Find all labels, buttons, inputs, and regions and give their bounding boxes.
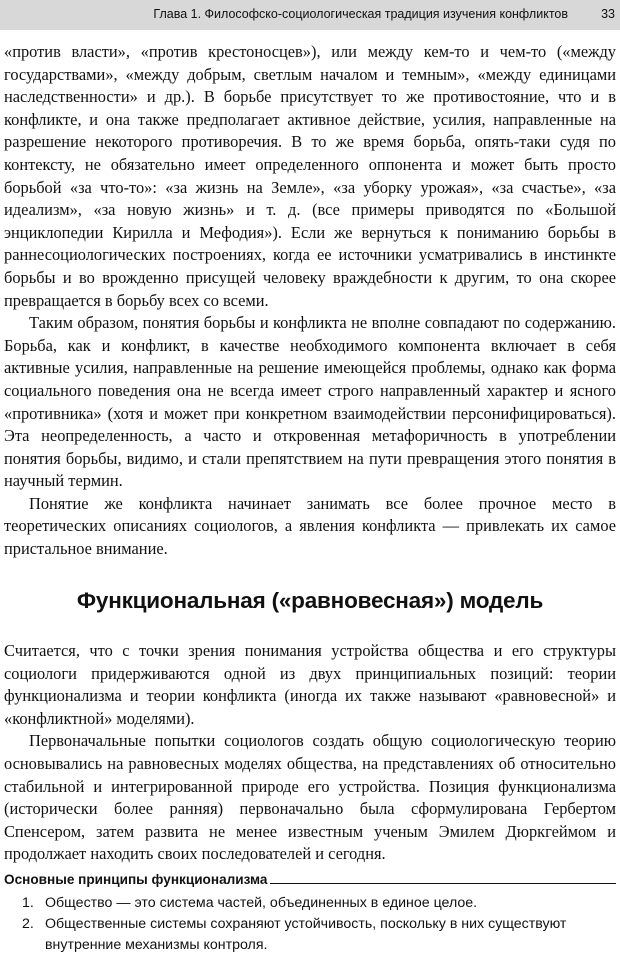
list-item-text: Общество — это система частей, объединенных в единое целое. bbox=[45, 895, 478, 911]
title-rule bbox=[270, 883, 616, 884]
running-title: Глава 1. Философско-социологическая традиция изучения конфликтов bbox=[153, 7, 568, 21]
list-item-number: 2. bbox=[22, 916, 34, 932]
principles-box-title bbox=[4, 872, 616, 887]
body-text-section bbox=[4, 640, 616, 866]
running-header bbox=[0, 0, 620, 30]
paragraph: Первоначальные попытки социологов создать общую социологическую теорию основывались на равновесных моделях общества, на представлениях об относительно стабильной и интегрированной природе его устройства. Позиция функционализма (исторически более ранняя) первоначально была сформулирована Гербертом Спенсером, затем развита не менее известным ученым Эмилем Дюркгеймом и продолжает находить своих последователей и сегодня. bbox=[4, 731, 616, 864]
principles-title-text: Основные принципы функционализма bbox=[4, 872, 268, 887]
list-item-text: Общественные системы сохраняют устойчивость, поскольку в них существуют внутренние механизмы контроля. bbox=[45, 916, 567, 953]
list-item bbox=[22, 914, 592, 956]
list-item-number: 1. bbox=[22, 895, 34, 911]
section-heading: Функциональная («равновесная») модель bbox=[76, 588, 544, 613]
body-text-top bbox=[4, 41, 616, 561]
principles-list bbox=[22, 893, 592, 956]
paragraph: Понятие же конфликта начинает занимать все более прочное место в теоретических описаниях социологов, а явления конфликта — привлекать их самое пристальное внимание. bbox=[4, 493, 616, 559]
paragraph: Считается, что с точки зрения понимания устройства общества и его структуры социологи придерживаются одной из двух принципиальных позиций: теории функционализма и теории конфликта (иногда их также называют «равновесной» и «конфликтной» моделями). bbox=[4, 641, 616, 728]
page-number: 33 bbox=[601, 7, 615, 21]
list-item bbox=[22, 893, 592, 914]
paragraph: «против власти», «против крестоносцев»), или между кем-то и чем-то («между государствами», «между добрым, светлым началом и темным», «между единицами наследственности» и др.). В борьбе присутствует то же противостояние, что и в конфликте, и она также предполагает активное действие, усилия, направленные на разрешение некоторого противоречия. В то же время борьба, опять-таки судя по контексту, не обязательно имеет определенного оппонента и может быть просто борьбой «за что-то»: «за жизнь на Земле», «за уборку урожая», «за счастье», «за идеализм», «за новую жизнь» и т. д. (все примеры приводятся по «Большой энциклопедии Кирилла и Мефодия»). Если же вернуться к пониманию борьбы в раннесоциологических построениях, когда ее источники усматривались в инстинкте борьбы и во врожденно присущей человеку враждебности к другим, то она скорее превращается в борьбу всех со всеми. bbox=[4, 42, 616, 310]
paragraph: Таким образом, понятия борьбы и конфликта не вполне совпадают по содержанию. Борьба, как и конфликт, в качестве необходимого компонента включает в себя активные усилия, направленные на решение имеющейся проблемы, однако как форма социального поведения она не всегда имеет строго направленный характер и ясного «противника» (хотя и может при конкретном взаимодействии персонифицироваться). Эта неопределенность, а часто и откровенная метафоричность в употреблении понятия борьбы, видимо, и стали препятствием на пути превращения этого понятия в научный термин. bbox=[4, 313, 616, 491]
